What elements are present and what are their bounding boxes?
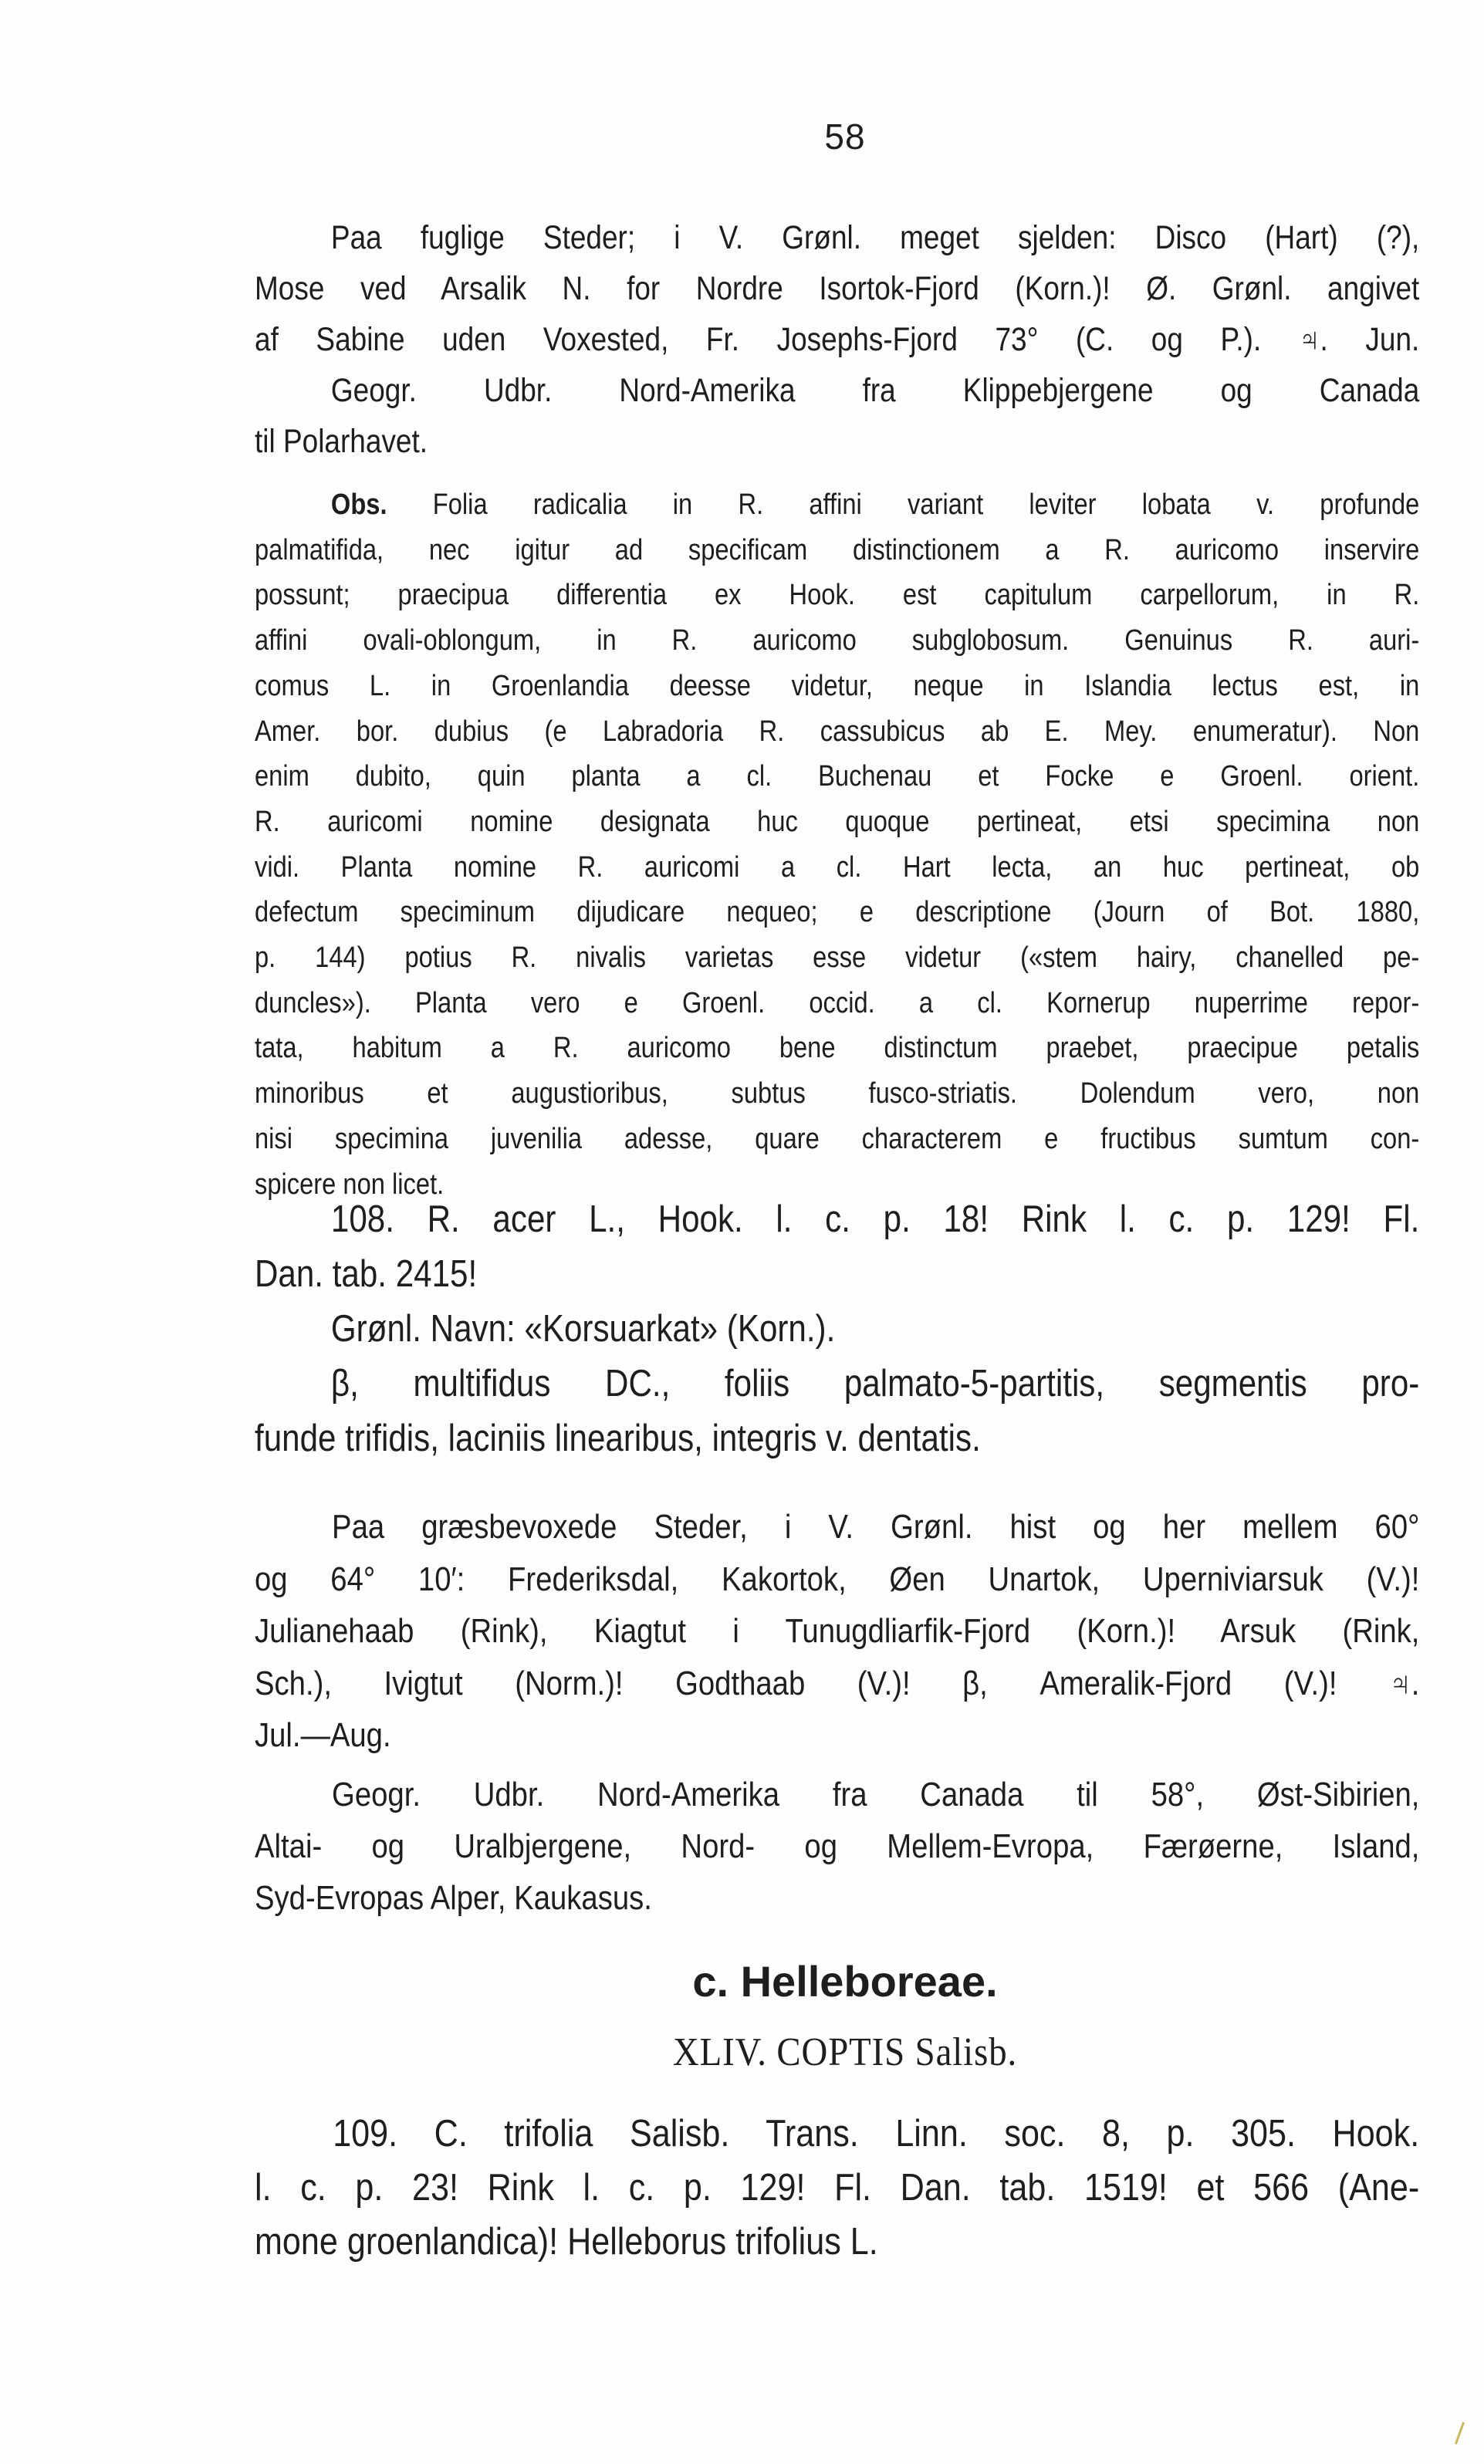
text-line: affini ovali-oblongum, in R. auricomo subglobosum. Genuinus R. auri- [255,624,1420,657]
text-line: til Polarhavet. [255,423,428,460]
vernacular-name: Grønl. Navn: «Korsuarkat» (Korn.). [330,1308,836,1350]
entry-108-title: 108. R. acer L., Hook. l. c. p. 18! Rink l. c. p. 129! Fl. [330,1198,1420,1240]
text-line: Mose ved Arsalik N. for Nordre Isortok-Fjord (Korn.)! Ø. Grønl. angivet [255,270,1420,307]
text-line: Altai- og Uralbjergene, Nord- og Mellem-Evropa, Færøerne, Island, [255,1827,1420,1865]
entry-109 [255,2107,1419,2269]
text-line: possunt; praecipua differentia ex Hook. est capitulum carpellorum, in R. [255,579,1420,612]
text-line: Dan. tab. 2415! [255,1253,478,1295]
obs-label: Obs. [330,488,387,521]
genus-heading: XLIV. COPTIS Salisb. [672,2030,1018,2074]
text-line: Julianehaab (Rink), Kiagtut i Tunugdliarfik-Fjord (Korn.)! Arsuk (Rink, [255,1612,1420,1650]
text-line: duncles»). Planta vero e Groenl. occid. a cl. Kornerup nuperrime repor- [255,986,1420,1019]
text-line: Paa græsbevoxede Steder, i V. Grønl. hist og her mellem 60° [332,1508,1420,1546]
page-number: 58 [824,117,866,157]
text-line: defectum speciminum dijudicare nequeo; e descriptione (Journ of Bot. 1880, [255,896,1420,929]
entry-108-habitat [255,1501,1419,1762]
text-line: Folia radicalia in R. affini variant leviter lobata v. profunde [432,488,1420,521]
text-line: R. auricomi nomine designata huc quoque pertineat, etsi specimina non [255,805,1420,838]
paragraph-habitat [255,212,1419,467]
text-line: Geogr. Udbr. Nord-Amerika fra Canada til 58°, Øst-Sibirien, [332,1776,1420,1813]
text-line: Paa fuglige Steder; i V. Grønl. meget sjelden: Disco (Hart) (?), [330,219,1420,256]
text-line: palmatifida, nec igitur ad specificam distinctionem a R. auricomo inservire [255,533,1420,566]
text-line: tata, habitum a R. auricomo bene distinctum praebet, praecipue petalis [255,1032,1420,1065]
entry-109-title: 109. C. trifolia Salisb. Trans. Linn. soc. 8, p. 305. Hook. [333,2113,1420,2155]
variety-line: β, multifidus DC., foliis palmato-5-partitis, segmentis pro- [330,1363,1420,1404]
text-line: comus L. in Groenlandia deesse videtur, neque in Islandia lectus est, in [255,669,1420,702]
text-line: p. 144) potius R. nivalis varietas esse videtur («stem hairy, chanelled pe- [255,941,1420,975]
text-line: l. c. p. 23! Rink l. c. p. 129! Fl. Dan. tab. 1519! et 566 (Ane- [255,2167,1420,2209]
section-heading: c. Helleboreae. [692,1957,998,2006]
text-line: Amer. bor. dubius (e Labradoria R. cassubicus ab E. Mey. enumeratur). Non [255,715,1420,748]
text-line: spicere non licet. [255,1168,445,1201]
text-line: mone groenlandica)! Helleborus trifolius L. [255,2221,878,2263]
entry-108 [255,1192,1419,1466]
text-line: enim dubito, quin planta a cl. Buchenau et Focke e Groenl. orient. [255,760,1420,793]
entry-108-geogr [255,1769,1419,1924]
paragraph-obs [255,482,1419,1207]
text-line: minoribus et augustioribus, subtus fusco-striatis. Dolendum vero, non [255,1077,1420,1110]
text-line: og 64° 10′: Frederiksdal, Kakortok, Øen Unartok, Uperniviarsuk (V.)! [255,1560,1420,1598]
text-line: vidi. Planta nomine R. auricomi a cl. Hart lecta, an huc pertineat, ob [255,850,1420,884]
obs-first-line [255,482,1419,528]
text-line: nisi specimina juvenilia adesse, quare characterem e fructibus sumtum con- [255,1122,1420,1155]
page-mark [1455,2422,1465,2444]
text-line: Jul.—Aug. [255,1716,391,1754]
text-line: Sch.), Ivigtut (Norm.)! Godthaab (V.)! β, Ameralik-Fjord (V.)! ♃. [255,1664,1420,1702]
text-line: Syd-Evropas Alper, Kaukasus. [255,1879,652,1917]
text-line: funde trifidis, laciniis linearibus, integris v. dentatis. [255,1418,981,1459]
text-line: af Sabine uden Voxested, Fr. Josephs-Fjord 73° (C. og P.). ♃. Jun. [255,321,1420,358]
text-line: Geogr. Udbr. Nord-Amerika fra Klippebjergene og Canada [330,372,1420,409]
